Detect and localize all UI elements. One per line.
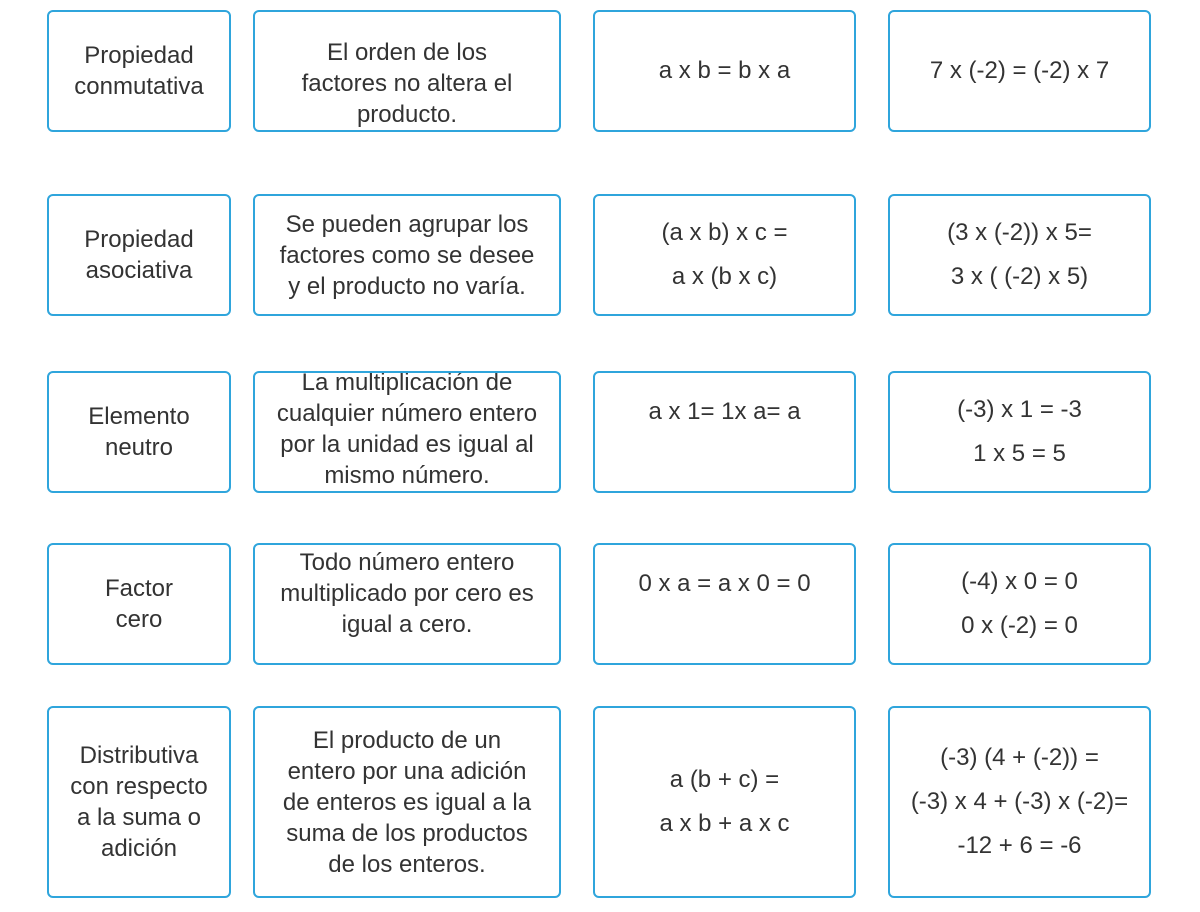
example-line: (-4) x 0 = 0 (961, 568, 1078, 595)
description-line: igual a cero. (341, 611, 473, 638)
property-name-line: Propiedad (84, 42, 194, 69)
example-card (888, 194, 1151, 316)
example-line: (-3) (4 + (-2)) = (940, 744, 1099, 771)
description-card (253, 194, 561, 316)
example-line: -12 + 6 = -6 (957, 832, 1082, 859)
description-line: factores no altera el (301, 70, 513, 97)
formula-card (593, 371, 856, 493)
property-name-line: Distributiva (79, 742, 199, 769)
description-line: Todo número entero (299, 549, 515, 576)
description-line: multiplicado por cero es (280, 580, 534, 607)
description-card (253, 706, 561, 898)
description-line: de enteros es igual a la (282, 788, 532, 816)
description-line: de los enteros. (328, 850, 486, 878)
property-name-card (47, 543, 231, 665)
description-line: La multiplicación de (301, 371, 513, 396)
example-line: 0 x (-2) = 0 (961, 612, 1078, 639)
description-card (253, 10, 561, 132)
property-name-card (47, 194, 231, 316)
property-name-line: conmutativa (74, 73, 204, 100)
description-line: El orden de los (326, 39, 488, 66)
property-name-line: adición (100, 835, 178, 862)
formula-line: (a x b) x c = (661, 219, 788, 246)
example-line: (-3) x 1 = -3 (957, 396, 1082, 423)
property-name-line: cero (115, 606, 163, 633)
description-line: suma de los productos (286, 819, 528, 847)
example-card (888, 10, 1151, 132)
formula-line: a x b + a x c (659, 810, 790, 837)
example-card (888, 543, 1151, 665)
property-name-line: a la suma o (76, 804, 202, 831)
property-name-line: asociativa (85, 257, 193, 284)
example-card (888, 371, 1151, 493)
description-line: entero por una adición (287, 757, 527, 785)
description-line: y el producto no varía. (288, 272, 526, 300)
formula-card (593, 543, 856, 665)
property-name-line: Factor (104, 575, 173, 602)
formula-line: 0 x a = a x 0 = 0 (638, 570, 811, 597)
property-name-line: Elemento (88, 403, 190, 430)
description-line: El producto de un (312, 726, 502, 754)
example-line: (3 x (-2)) x 5= (947, 219, 1092, 246)
formula-card (593, 194, 856, 316)
description-line: factores como se desee (279, 241, 535, 269)
example-line: 3 x ( (-2) x 5) (950, 263, 1089, 290)
example-line: 1 x 5 = 5 (973, 440, 1066, 467)
property-name-line: con respecto (70, 773, 208, 800)
description-line: producto. (356, 101, 458, 128)
property-name-line: Propiedad (84, 226, 194, 253)
property-name-line: neutro (104, 434, 174, 461)
property-name-card (47, 10, 231, 132)
formula-card (593, 10, 856, 132)
example-line: 7 x (-2) = (-2) x 7 (929, 57, 1110, 84)
example-line: (-3) x 4 + (-3) x (-2)= (910, 788, 1129, 815)
description-card (253, 371, 561, 493)
description-line: cualquier número entero (276, 400, 538, 427)
formula-line: a x 1= 1x a= a (648, 398, 801, 425)
description-line: mismo número. (324, 462, 490, 489)
property-name-card (47, 706, 231, 898)
formula-line: a x (b x c) (671, 263, 778, 290)
example-card (888, 706, 1151, 898)
formula-line: a x b = b x a (658, 57, 791, 84)
description-line: Se pueden agrupar los (285, 210, 529, 238)
formula-card (593, 706, 856, 898)
formula-line: a (b + c) = (669, 766, 780, 793)
property-name-card (47, 371, 231, 493)
description-line: por la unidad es igual al (280, 431, 534, 458)
description-card (253, 543, 561, 665)
